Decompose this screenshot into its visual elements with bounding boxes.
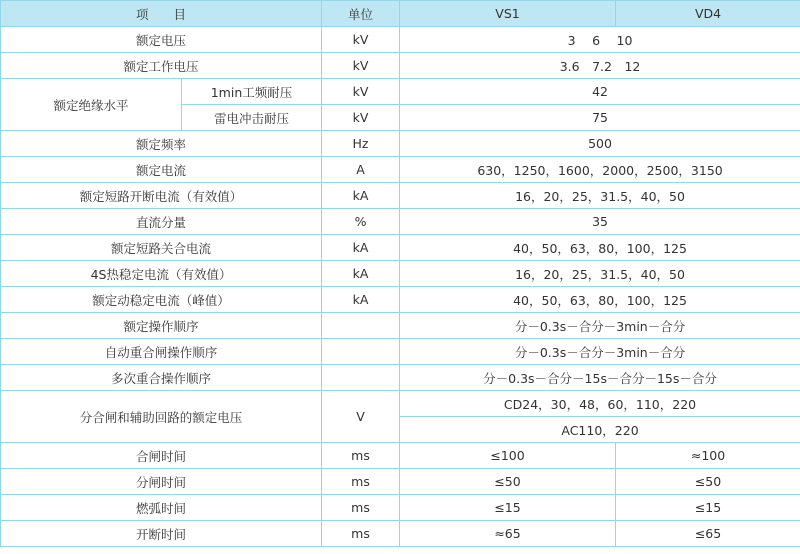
row-value: 分－0.3s－合分－15s－合分－15s－合分 <box>400 365 800 391</box>
row-name: 燃弧时间 <box>1 495 322 521</box>
row-unit: kA <box>322 261 400 287</box>
row-unit: ms <box>322 443 400 469</box>
row-value-vd4: ≤50 <box>616 469 800 495</box>
row-name: 额定频率 <box>1 131 322 157</box>
row-unit: kV <box>322 27 400 53</box>
row-unit: kA <box>322 287 400 313</box>
table-row <box>1 53 800 79</box>
row-name: 额定电压 <box>1 27 322 53</box>
table-row <box>1 443 800 469</box>
row-unit <box>322 339 400 365</box>
table-row <box>1 313 800 339</box>
row-name: 额定电流 <box>1 157 322 183</box>
row-value: 40，50，63，80，100，125 <box>400 287 800 313</box>
row-unit: % <box>322 209 400 235</box>
table-row <box>1 495 800 521</box>
row-name: 额定短路关合电流 <box>1 235 322 261</box>
row-unit: Hz <box>322 131 400 157</box>
row-value-dc: CD24，30，48，60，110，220 <box>400 391 800 417</box>
row-name: 额定操作顺序 <box>1 313 322 339</box>
row-name: 额定工作电压 <box>1 53 322 79</box>
row-value: 3 6 10 <box>400 27 800 53</box>
header-vs1: VS1 <box>400 1 616 27</box>
row-unit <box>322 365 400 391</box>
row-value: 16，20，25，31.5，40，50 <box>400 261 800 287</box>
header-vd4: VD4 <box>616 1 800 27</box>
table-row <box>1 209 800 235</box>
row-name: 多次重合操作顺序 <box>1 365 322 391</box>
table-row <box>1 469 800 495</box>
row-value: 分－0.3s－合分－3min－合分 <box>400 313 800 339</box>
table-row <box>1 183 800 209</box>
table-row <box>1 131 800 157</box>
row-name: 4S热稳定电流（有效值） <box>1 261 322 287</box>
row-value-vd4: ≤65 <box>616 521 800 547</box>
row-unit: V <box>322 391 400 443</box>
row-value-vs1: ≤50 <box>400 469 616 495</box>
row-subname: 1min工频耐压 <box>182 79 322 105</box>
row-value: 500 <box>400 131 800 157</box>
row-unit: A <box>322 157 400 183</box>
row-unit: kV <box>322 53 400 79</box>
table-row <box>1 521 800 547</box>
row-value-vd4: ≤15 <box>616 495 800 521</box>
row-unit: ms <box>322 521 400 547</box>
table-row <box>1 261 800 287</box>
row-name: 分合闸和辅助回路的额定电压 <box>1 391 322 443</box>
header-item: 项 目 <box>1 1 322 27</box>
row-value-vd4: ≈100 <box>616 443 800 469</box>
row-unit: kA <box>322 183 400 209</box>
row-value: 630，1250，1600，2000，2500，3150 <box>400 157 800 183</box>
row-value: 分－0.3s－合分－3min－合分 <box>400 339 800 365</box>
row-value-vs1: ≈65 <box>400 521 616 547</box>
row-name: 自动重合闸操作顺序 <box>1 339 322 365</box>
header-row <box>1 1 800 27</box>
table-row <box>1 287 800 313</box>
header-unit: 单位 <box>322 1 400 27</box>
table-row <box>1 27 800 53</box>
row-value-vs1: ≤15 <box>400 495 616 521</box>
row-unit <box>322 313 400 339</box>
table-row <box>1 79 800 105</box>
row-name: 开断时间 <box>1 521 322 547</box>
row-value: 3.6 7.2 12 <box>400 53 800 79</box>
table-row <box>1 391 800 417</box>
row-name: 额定短路开断电流（有效值） <box>1 183 322 209</box>
table-row <box>1 235 800 261</box>
row-subname: 雷电冲击耐压 <box>182 105 322 131</box>
row-value: 16，20，25，31.5，40，50 <box>400 183 800 209</box>
row-unit: ms <box>322 469 400 495</box>
row-unit: kA <box>322 235 400 261</box>
row-unit: kV <box>322 105 400 131</box>
row-value: 42 <box>400 79 800 105</box>
row-name: 额定绝缘水平 <box>1 79 182 131</box>
row-value: 40，50，63，80，100，125 <box>400 235 800 261</box>
row-name: 额定动稳定电流（峰值） <box>1 287 322 313</box>
row-value: 75 <box>400 105 800 131</box>
row-unit: ms <box>322 495 400 521</box>
row-unit: kV <box>322 79 400 105</box>
row-value: 35 <box>400 209 800 235</box>
table-row <box>1 157 800 183</box>
row-value-ac: AC110，220 <box>400 417 800 443</box>
row-name: 分闸时间 <box>1 469 322 495</box>
table-row <box>1 339 800 365</box>
row-value-vs1: ≤100 <box>400 443 616 469</box>
table-row <box>1 365 800 391</box>
row-name: 直流分量 <box>1 209 322 235</box>
row-name: 合闸时间 <box>1 443 322 469</box>
